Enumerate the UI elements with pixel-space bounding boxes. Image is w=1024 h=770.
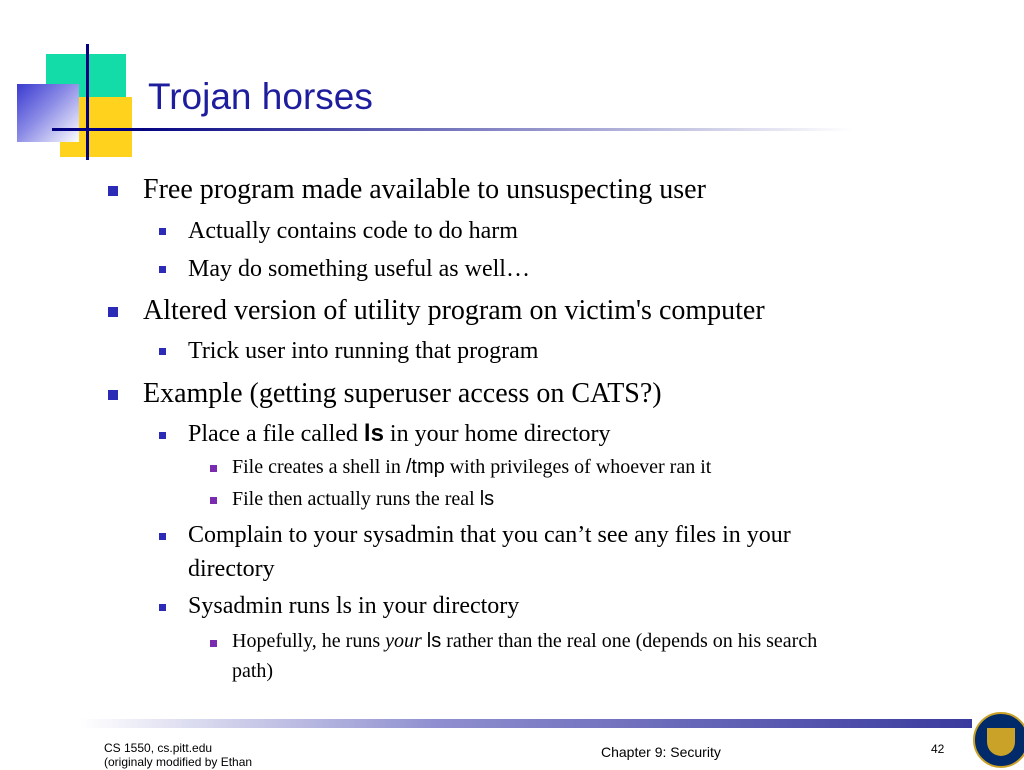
bullet-item-l2: May do something useful as well… <box>188 256 530 282</box>
bullet-marker <box>210 497 217 504</box>
code-ls: ls <box>479 488 495 510</box>
bullet-marker <box>159 432 166 439</box>
text-segment: Hopefully, he runs <box>232 630 386 652</box>
bullet-item-l1: Altered version of utility program on victim's computer <box>143 295 765 326</box>
bullet-item-l2-continued: directory <box>188 556 275 582</box>
footer-course-note: (originaly modified by Ethan <box>104 755 253 769</box>
bullet-item-l3 <box>232 454 711 480</box>
bullet-marker <box>210 465 217 472</box>
seal-shield-icon <box>987 728 1015 756</box>
bullet-item-l3-continued: path) <box>232 660 274 682</box>
bullet-marker <box>108 390 118 400</box>
text-segment: Place a file called <box>188 421 364 447</box>
bullet-item-l2: Sysadmin runs ls in your directory <box>188 593 520 619</box>
bullet-item-l2: Complain to your sysadmin that you can’t see any files in your <box>188 522 791 548</box>
bullet-item-l3 <box>232 628 817 654</box>
slide-title: Trojan horses <box>148 76 373 117</box>
bullet-marker <box>159 533 166 540</box>
bullet-marker <box>108 186 118 196</box>
text-segment: rather than the real one (depends on his search <box>441 630 818 652</box>
bullet-item-l1: Example (getting superuser access on CATS?) <box>143 378 662 409</box>
text-segment: in your home directory <box>383 421 611 447</box>
title-underline <box>52 128 852 131</box>
decor-blue-square <box>17 84 79 142</box>
footer-rule <box>80 719 972 728</box>
bullet-item-l3 <box>232 486 494 512</box>
emphasis-your: your <box>385 630 422 652</box>
bullet-marker <box>159 228 166 235</box>
decor-vertical-line <box>86 44 89 160</box>
bullet-marker <box>210 640 217 647</box>
code-ls: ls <box>426 630 442 652</box>
bullet-item-l2: Trick user into running that program <box>188 338 539 364</box>
bullet-marker <box>108 307 118 317</box>
university-seal-icon <box>973 712 1024 768</box>
bullet-marker <box>159 348 166 355</box>
bullet-item-l2: Actually contains code to do harm <box>188 218 518 244</box>
footer-course: CS 1550, cs.pitt.edu <box>104 741 213 755</box>
code-tmp: /tmp <box>405 456 445 478</box>
page-number: 42 <box>931 742 945 756</box>
bullet-item-l1: Free program made available to unsuspecting user <box>143 174 706 205</box>
text-segment: File then actually runs the real <box>232 488 480 510</box>
bullet-item-l2 <box>188 419 611 449</box>
text-segment: File creates a shell in <box>232 456 406 478</box>
bullet-marker <box>159 604 166 611</box>
code-ls: ls <box>363 420 384 447</box>
bullet-marker <box>159 266 166 273</box>
text-segment: with privileges of whoever ran it <box>444 456 712 478</box>
footer-chapter: Chapter 9: Security <box>601 744 721 760</box>
